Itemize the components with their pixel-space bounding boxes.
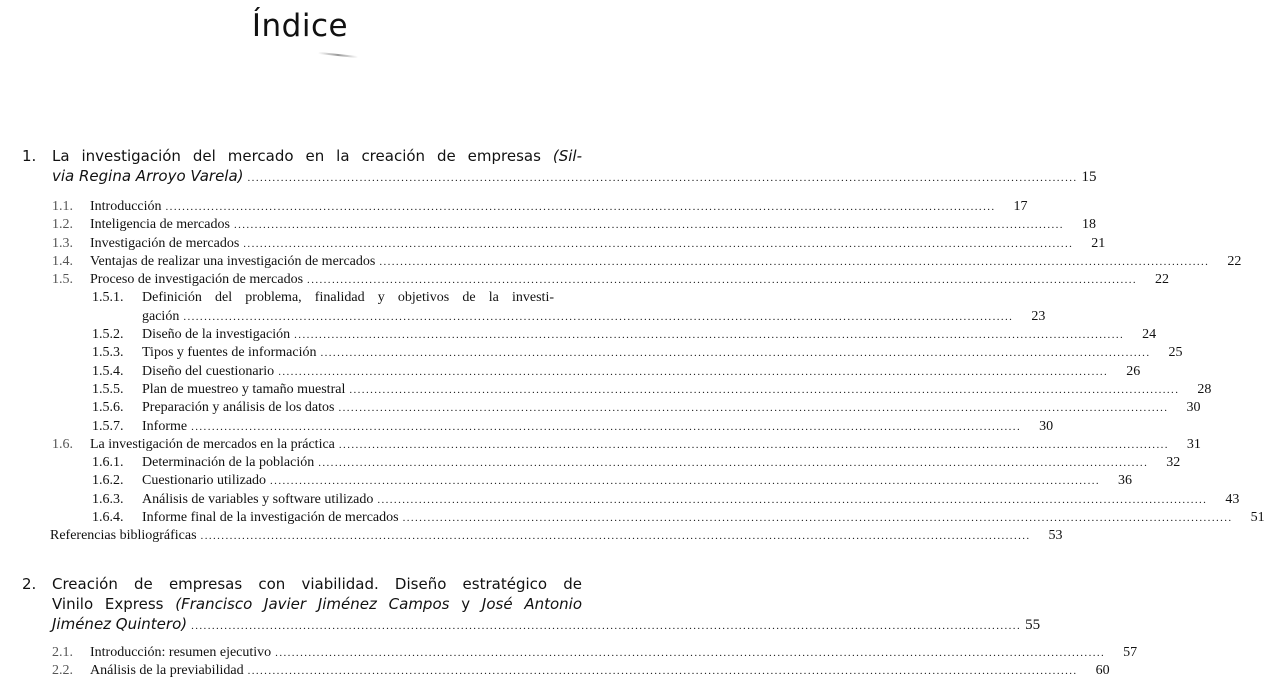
toc-entry-1-1[interactable]: 1.1. Introducción ..... 17 [52, 198, 582, 216]
dot-leader [201, 527, 1031, 545]
dot-leader [379, 253, 1209, 271]
dot-leader [248, 662, 1078, 680]
toc-entry-1-5-5[interactable]: 1.5.5. Plan de muestreo y tamaño muestral ..... 28 [52, 381, 582, 399]
dot-leader [307, 271, 1137, 289]
toc-entry-1-5-2[interactable]: 1.5.2. Diseño de la investigación ..... 24 [52, 326, 582, 344]
toc-entry-1-5-3[interactable]: 1.5.3. Tipos y fuentes de información ..... 25 [52, 344, 582, 362]
chapter-title-line-2: Vinilo Express (Francisco Javier Jiménez Campos y José Antonio [52, 595, 582, 613]
dot-leader [270, 472, 1100, 490]
toc-entry-1-6-1[interactable]: 1.6.1. Determinación de la población ..... 32 [52, 454, 582, 472]
chapter-title-line-3 [52, 614, 1041, 636]
chapter-title [52, 146, 1097, 188]
chapter-title-line-1: Creación de empresas con viabilidad. Diseño estratégico de [52, 575, 582, 593]
toc-entry-1-5-6[interactable]: 1.5.6. Preparación y análisis de los datos ..... 30 [52, 399, 582, 417]
dot-leader [318, 454, 1148, 472]
dot-leader [278, 363, 1108, 381]
dot-leader [243, 235, 1073, 253]
dot-leader [191, 418, 1021, 436]
chapter-title-line-2 [52, 166, 1097, 188]
chapter-title [52, 574, 1041, 636]
chapter-authors: (Sil- [552, 147, 582, 165]
dot-leader [275, 644, 1105, 662]
toc-chapter-1 [50, 198, 1265, 546]
toc-entry-2-1[interactable]: 2.1. Introducción: resumen ejecutivo ..... 57 [52, 644, 582, 662]
toc-entry-1-6-3[interactable]: 1.6.3. Análisis de variables y software utilizado ..... 43 [52, 491, 582, 509]
dot-leader [339, 436, 1169, 454]
chapter-authors-continued: via Regina Arroyo Varela) [52, 167, 244, 185]
toc-entry-1-3[interactable]: 1.3. Investigación de mercados ..... 21 [52, 235, 582, 253]
dot-leader [294, 326, 1124, 344]
chapter-number: 2. [22, 575, 37, 593]
chapter-authors-2: José Antonio [481, 595, 582, 613]
dot-leader [338, 399, 1168, 417]
dot-leader [191, 616, 1021, 636]
chapter-title-line-1: La investigación del mercado en la creación de empresas (Sil- [52, 147, 582, 165]
toc-entry-references[interactable]: Referencias bibliográficas ..... 53 [50, 527, 582, 545]
toc-entry-2-2[interactable]: 2.2. Análisis de la previabilidad ..... 60 [52, 662, 582, 680]
dot-leader [403, 509, 1233, 527]
toc-chapter-2 [52, 644, 1138, 681]
dot-leader [248, 168, 1078, 188]
toc-entry-1-5[interactable]: 1.5. Proceso de investigación de mercados ..... 22 [52, 271, 582, 289]
chapter-page-number: 15 [1081, 169, 1097, 185]
toc-entry-1-6-4[interactable]: 1.6.4. Informe final de la investigación de mercados ..... 51 [52, 509, 582, 527]
chapter-authors: (Francisco Javier Jiménez Campos [175, 595, 450, 613]
toc-entry-1-5-1[interactable]: 1.5.1. Definición del problema, finalidad y objetivos de la investi- [92, 290, 554, 306]
toc-entry-1-6[interactable]: 1.6. La investigación de mercados en la práctica ..... 31 [52, 436, 582, 454]
dot-leader [349, 381, 1179, 399]
toc-entry-1-5-4[interactable]: 1.5.4. Diseño del cuestionario ..... 26 [52, 363, 582, 381]
toc-entry-1-6-2[interactable]: 1.6.2. Cuestionario utilizado ..... 36 [52, 472, 582, 490]
scan-mark [318, 52, 358, 58]
dot-leader [166, 198, 996, 216]
page-title: Índice [251, 8, 349, 44]
dot-leader [183, 308, 1013, 326]
dot-leader [377, 491, 1207, 509]
dot-leader [320, 344, 1150, 362]
chapter-authors-continued: Jiménez Quintero) [52, 615, 188, 633]
toc-entry-1-5-7[interactable]: 1.5.7. Informe ..... 30 [52, 418, 582, 436]
chapter-page-number: 55 [1025, 617, 1041, 633]
toc-entry-1-2[interactable]: 1.2. Inteligencia de mercados ..... 18 [52, 216, 582, 234]
toc-entry-1-5-1-continued[interactable]: gación ..... 23 [52, 308, 582, 326]
toc-entry-1-4[interactable]: 1.4. Ventajas de realizar una investigación de mercados ..... 22 [52, 253, 582, 271]
chapter-number: 1. [22, 147, 37, 165]
dot-leader [234, 216, 1064, 234]
